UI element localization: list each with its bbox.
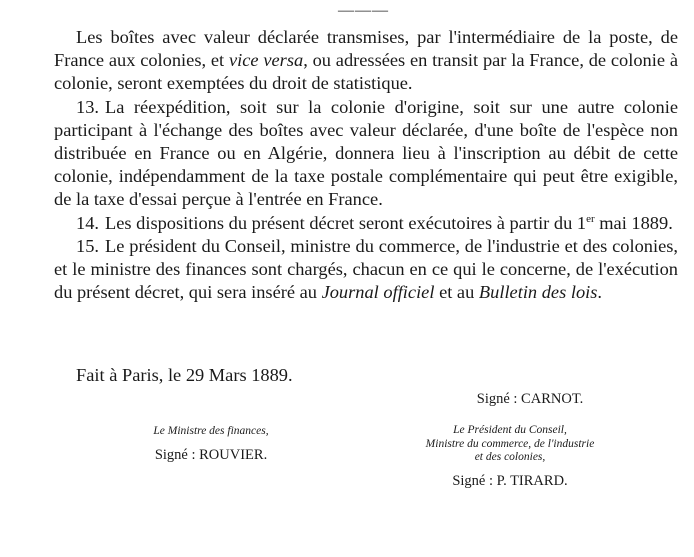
header-mark: ———: [338, 2, 389, 19]
article-number: 13.: [76, 96, 99, 117]
paragraph-15: [54, 235, 678, 305]
role-president-line2: Ministre du commerce, de l'industrie: [425, 437, 595, 450]
signature-carnot: Signé : CARNOT.: [476, 391, 584, 407]
paragraph-14: [54, 212, 678, 235]
paragraph-intro: [54, 26, 678, 96]
role-president-line3: et des colonies,: [474, 451, 546, 463]
paragraph-text: Les boîtes avec valeur déclarée transmises, par l'intermédiaire de la poste, de France aux colonies, et vice versa, ou adressées en transit par la France, de colonie à colonie, seront exemptées du droit de statistique.: [54, 27, 678, 94]
article-number: 14.: [76, 212, 99, 233]
paragraph-text: La réexpédition, soit sur la colonie d'origine, soit sur une autre colonie participant à l'échange des boîtes avec valeur déclarée, d'une boîte de l'espèce non distribuée en France ou en Algérie, donnera lieu à l'inscription au débit de cette colonie, indépendamment de la taxe postale complémentaire qui peut être exigible, de la taxe d'essai perçue à l'entrée en France.: [54, 96, 678, 210]
signer-rouvier: Signé : ROUVIER.: [154, 446, 268, 463]
paragraph-text: Le président du Conseil, ministre du commerce, de l'industrie et des colonies, et le ministre des finances sont chargés, chacun en ce qui le concerne, de l'exécution du présent décret, qui sera inséré au Journal officiel et au Bulletin des lois.: [54, 235, 678, 303]
signature-block-president: [380, 424, 640, 490]
paragraph-13: [54, 96, 678, 212]
article-number: 15.: [76, 235, 99, 256]
decree-body: [54, 26, 678, 304]
role-finances: Le Ministre des finances,: [153, 425, 269, 437]
fait-a-paris: Fait à Paris, le 29 Mars 1889.: [76, 365, 293, 385]
signature-block-finances: [96, 425, 326, 464]
role-president-line1: Le Président du Conseil,: [453, 424, 567, 436]
signer-tirard: Signé : P. TIRARD.: [452, 472, 568, 489]
paragraph-text: Les dispositions du présent décret seront exécutoires à partir du 1er mai 1889.: [105, 212, 673, 233]
